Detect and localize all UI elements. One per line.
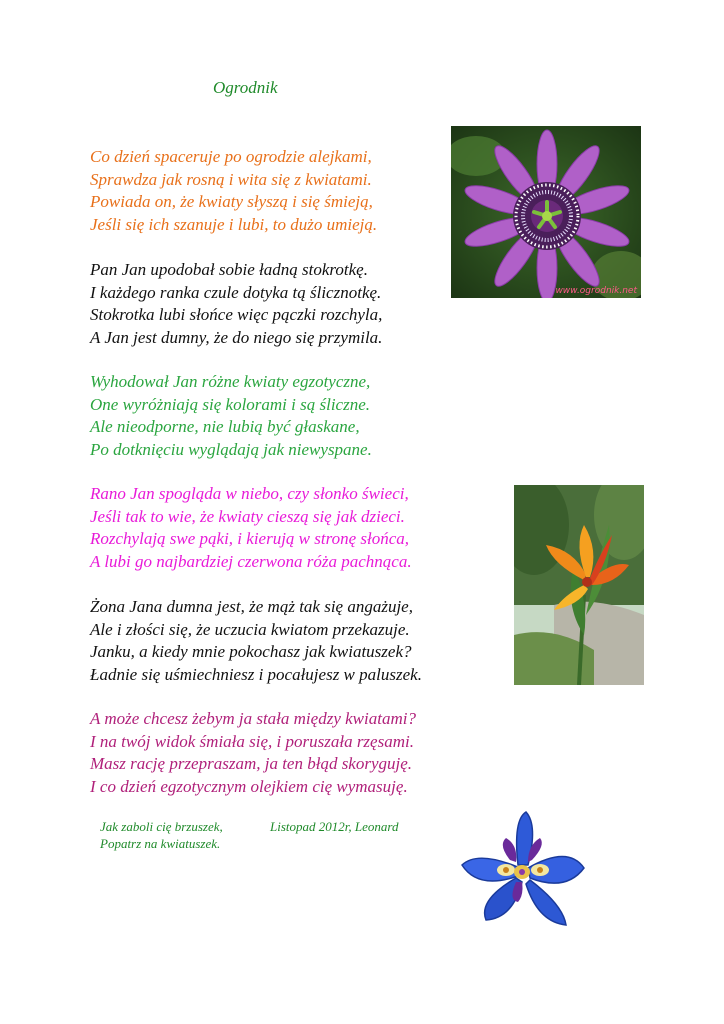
stanza-line: Jeśli tak to wie, że kwiaty cieszą się jak dzieci. — [90, 506, 405, 526]
stanza-6 — [90, 708, 416, 798]
stanza-line: A lubi go najbardziej czerwona róża pachnąca. — [90, 551, 412, 571]
footer-couplet — [100, 818, 223, 852]
stanza-line: Ale i złości się, że uczucia kwiatom przekazuje. — [90, 619, 410, 639]
stanza-line: One wyróżniają się kolorami i są śliczne. — [90, 394, 371, 414]
blue-iris-graphic — [458, 810, 588, 928]
stanza-line: I co dzień egzotycznym olejkiem cię wymasuję. — [90, 776, 408, 796]
footer-line: Popatrz na kwiatuszek. — [100, 836, 221, 851]
stanza-line: Masz rację przepraszam, ja ten błąd skoryguję. — [90, 754, 413, 773]
passion-flower-image — [451, 126, 641, 298]
stanza-line: Janku, a kiedy mnie pokochasz jak kwiatuszek? — [90, 642, 412, 661]
stanza-line: I na twój widok śmiała się, i poruszała rzęsami. — [90, 731, 414, 751]
canna-flower-graphic — [514, 485, 644, 685]
canna-flower-image — [514, 485, 644, 685]
stanza-line: Rano Jan spogląda w niebo, czy słonko świeci, — [90, 484, 409, 503]
stanza-1 — [90, 146, 377, 236]
stanza-line: Ale nieodporne, nie lubią być głaskane, — [90, 417, 360, 436]
stanza-4 — [90, 483, 412, 573]
stanza-3 — [90, 371, 372, 461]
stanza-line: I każdego ranka czule dotyka tą ślicznotkę. — [90, 282, 382, 302]
watermark-text: www.ogrodnik.net — [555, 286, 637, 296]
stanza-line: Pan Jan upodobał sobie ładną stokrotkę. — [90, 260, 368, 279]
stanza-line: A Jan jest dumny, że do niego się przymila. — [90, 327, 383, 347]
stanza-5 — [90, 596, 422, 686]
stanza-line: Powiada on, że kwiaty słyszą i się śmieją, — [90, 192, 373, 211]
stanza-line: Rozchylają swe pąki, i kierują w stronę słońca, — [90, 529, 410, 548]
footer-line: Jak zaboli cię brzuszek, — [100, 819, 223, 834]
footer-signature: Listopad 2012r, Leonard — [270, 819, 399, 834]
blue-iris-image — [458, 810, 588, 928]
stanza-line: Ładnie się uśmiechniesz i pocałujesz w paluszek. — [90, 664, 422, 684]
stanza-line: Sprawdza jak rosną i wita się z kwiatami. — [90, 169, 372, 189]
passion-flower-graphic — [451, 126, 641, 298]
stanza-line: Co dzień spaceruje po ogrodzie alejkami, — [90, 147, 372, 166]
stanza-line: A może chcesz żebym ja stała między kwiatami? — [90, 709, 416, 728]
stanza-line: Po dotknięciu wyglądają jak niewyspane. — [90, 439, 372, 459]
stanza-2 — [90, 259, 382, 349]
stanza-line: Stokrotka lubi słońce więc pączki rozchyla, — [90, 305, 383, 324]
poem-title: Ogrodnik — [213, 78, 278, 97]
stanza-line: Żona Jana dumna jest, że mąż tak się angażuje, — [90, 597, 413, 616]
stanza-line: Jeśli się ich szanuje i lubi, to dużo umieją. — [90, 214, 378, 234]
stanza-line: Wyhodował Jan różne kwiaty egzotyczne, — [90, 372, 371, 391]
